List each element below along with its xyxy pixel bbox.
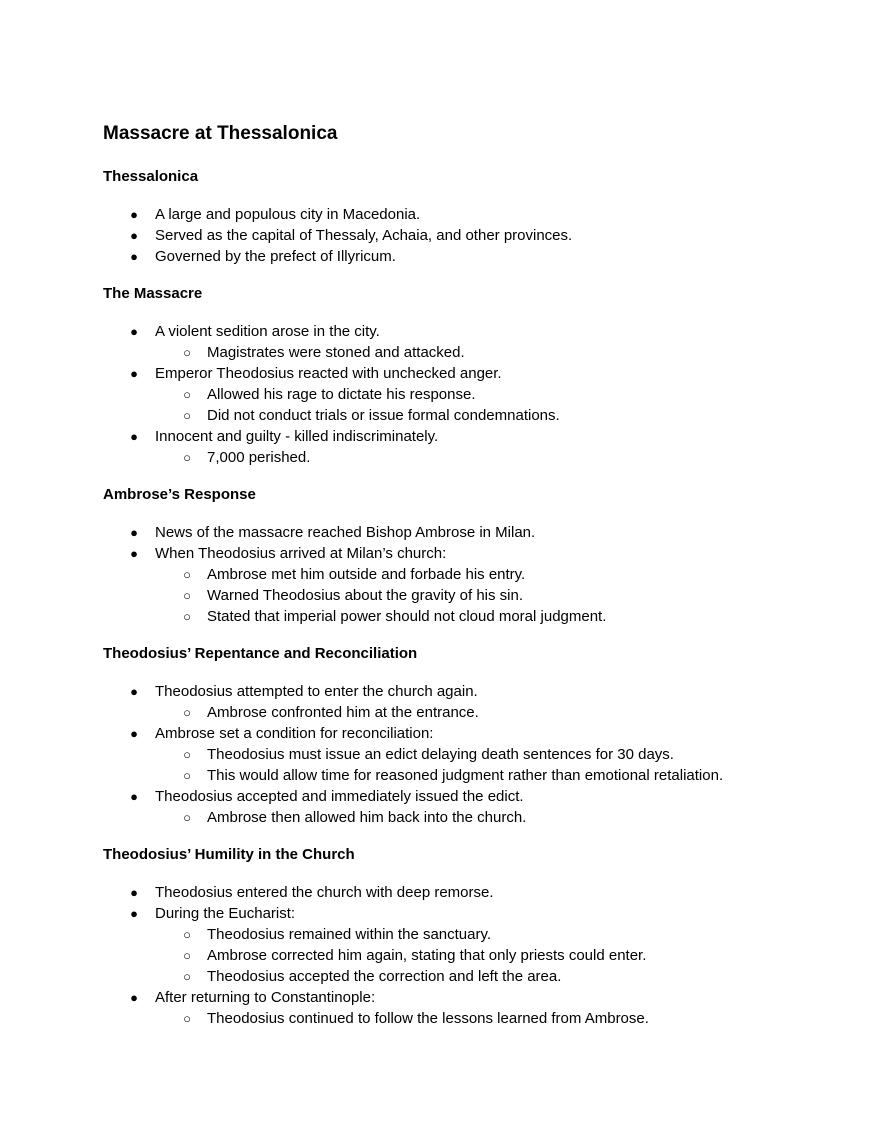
section bbox=[103, 485, 843, 644]
list-item bbox=[103, 426, 843, 447]
list-item-text: Allowed his rage to dictate his response. bbox=[207, 386, 476, 403]
sub-list-item bbox=[103, 765, 843, 786]
list-item bbox=[103, 543, 843, 564]
list-item-text: Emperor Theodosius reacted with unchecked anger. bbox=[155, 365, 502, 382]
hollow-bullet-icon: ○ bbox=[183, 1011, 191, 1026]
sub-list-item bbox=[103, 744, 843, 765]
list-item-text: Innocent and guilty - killed indiscriminately. bbox=[155, 428, 439, 445]
sub-list-item bbox=[103, 924, 843, 945]
list-item-text: Served as the capital of Thessaly, Achaia, and other provinces. bbox=[155, 227, 573, 244]
bullet-list bbox=[103, 204, 843, 267]
sub-list-item bbox=[103, 966, 843, 987]
filled-bullet-icon: ● bbox=[130, 990, 138, 1005]
section bbox=[103, 845, 843, 1029]
list-item-text: When Theodosius arrived at Milan’s church: bbox=[155, 545, 447, 562]
spacer bbox=[103, 828, 843, 845]
spacer bbox=[103, 187, 843, 204]
list-item bbox=[103, 681, 843, 702]
section-heading: The Massacre bbox=[103, 285, 203, 302]
section-heading: Ambrose’s Response bbox=[103, 486, 256, 503]
list-item bbox=[103, 204, 843, 225]
hollow-bullet-icon: ○ bbox=[183, 609, 191, 624]
list-item-text: This would allow time for reasoned judgment rather than emotional retaliation. bbox=[207, 767, 724, 784]
list-item bbox=[103, 723, 843, 744]
list-item-text: Ambrose then allowed him back into the church. bbox=[207, 809, 527, 826]
bullet-list bbox=[103, 321, 843, 468]
spacer bbox=[103, 147, 843, 167]
list-item bbox=[103, 882, 843, 903]
filled-bullet-icon: ● bbox=[130, 366, 138, 381]
sub-list-item bbox=[103, 405, 843, 426]
list-item bbox=[103, 786, 843, 807]
spacer bbox=[103, 267, 843, 284]
hollow-bullet-icon: ○ bbox=[183, 567, 191, 582]
spacer bbox=[103, 865, 843, 882]
sub-list-item bbox=[103, 447, 843, 468]
filled-bullet-icon: ● bbox=[130, 789, 138, 804]
list-item-text: After returning to Constantinople: bbox=[155, 989, 376, 1006]
list-item-text: A violent sedition arose in the city. bbox=[155, 323, 380, 340]
list-item-text: Ambrose confronted him at the entrance. bbox=[207, 704, 479, 721]
hollow-bullet-icon: ○ bbox=[183, 588, 191, 603]
list-item bbox=[103, 363, 843, 384]
filled-bullet-icon: ● bbox=[130, 228, 138, 243]
hollow-bullet-icon: ○ bbox=[183, 705, 191, 720]
list-item-text: Governed by the prefect of Illyricum. bbox=[155, 248, 396, 265]
filled-bullet-icon: ● bbox=[130, 324, 138, 339]
filled-bullet-icon: ● bbox=[130, 546, 138, 561]
sub-list-item bbox=[103, 585, 843, 606]
list-item-text: Theodosius accepted and immediately issued the edict. bbox=[155, 788, 524, 805]
hollow-bullet-icon: ○ bbox=[183, 948, 191, 963]
hollow-bullet-icon: ○ bbox=[183, 408, 191, 423]
filled-bullet-icon: ● bbox=[130, 525, 138, 540]
hollow-bullet-icon: ○ bbox=[183, 747, 191, 762]
list-item bbox=[103, 246, 843, 267]
hollow-bullet-icon: ○ bbox=[183, 450, 191, 465]
list-item bbox=[103, 522, 843, 543]
sub-list-item bbox=[103, 1008, 843, 1029]
sub-list-item bbox=[103, 945, 843, 966]
filled-bullet-icon: ● bbox=[130, 207, 138, 222]
sub-list-item bbox=[103, 606, 843, 627]
filled-bullet-icon: ● bbox=[130, 249, 138, 264]
list-item-text: 7,000 perished. bbox=[207, 449, 311, 466]
sub-list-item bbox=[103, 807, 843, 828]
filled-bullet-icon: ● bbox=[130, 726, 138, 741]
section bbox=[103, 284, 843, 485]
list-item-text: Ambrose met him outside and forbade his entry. bbox=[207, 566, 526, 583]
section bbox=[103, 644, 843, 845]
section bbox=[103, 167, 843, 284]
filled-bullet-icon: ● bbox=[130, 429, 138, 444]
list-item-text: Warned Theodosius about the gravity of his sin. bbox=[207, 587, 524, 604]
bullet-list bbox=[103, 882, 843, 1029]
list-item bbox=[103, 987, 843, 1008]
list-item-text: Theodosius entered the church with deep remorse. bbox=[155, 884, 494, 901]
section-heading: Thessalonica bbox=[103, 168, 199, 185]
document-sections bbox=[103, 147, 843, 1029]
sub-list-item bbox=[103, 564, 843, 585]
hollow-bullet-icon: ○ bbox=[183, 927, 191, 942]
filled-bullet-icon: ● bbox=[130, 684, 138, 699]
sub-list-item bbox=[103, 702, 843, 723]
document-page bbox=[103, 121, 843, 1029]
bullet-list bbox=[103, 522, 843, 627]
spacer bbox=[103, 627, 843, 644]
hollow-bullet-icon: ○ bbox=[183, 969, 191, 984]
list-item-text: A large and populous city in Macedonia. bbox=[155, 206, 421, 223]
list-item-text: Ambrose corrected him again, stating that only priests could enter. bbox=[207, 947, 647, 964]
filled-bullet-icon: ● bbox=[130, 906, 138, 921]
list-item-text: Theodosius must issue an edict delaying death sentences for 30 days. bbox=[207, 746, 674, 763]
list-item-text: During the Eucharist: bbox=[155, 905, 296, 922]
list-item bbox=[103, 225, 843, 246]
hollow-bullet-icon: ○ bbox=[183, 768, 191, 783]
list-item-text: Ambrose set a condition for reconciliation: bbox=[155, 725, 434, 742]
hollow-bullet-icon: ○ bbox=[183, 810, 191, 825]
list-item-text: Theodosius remained within the sanctuary. bbox=[207, 926, 492, 943]
sub-list-item bbox=[103, 342, 843, 363]
list-item-text: Stated that imperial power should not cloud moral judgment. bbox=[207, 608, 607, 625]
list-item-text: Magistrates were stoned and attacked. bbox=[207, 344, 465, 361]
spacer bbox=[103, 304, 843, 321]
document-title: Massacre at Thessalonica bbox=[103, 123, 338, 144]
section-heading: Theodosius’ Humility in the Church bbox=[103, 846, 355, 863]
list-item-text: Theodosius continued to follow the lessons learned from Ambrose. bbox=[207, 1010, 649, 1027]
sub-list-item bbox=[103, 384, 843, 405]
hollow-bullet-icon: ○ bbox=[183, 345, 191, 360]
list-item-text: Theodosius accepted the correction and left the area. bbox=[207, 968, 562, 985]
list-item-text: Did not conduct trials or issue formal condemnations. bbox=[207, 407, 560, 424]
list-item bbox=[103, 903, 843, 924]
spacer bbox=[103, 664, 843, 681]
bullet-list bbox=[103, 681, 843, 828]
section-heading: Theodosius’ Repentance and Reconciliation bbox=[103, 645, 418, 662]
spacer bbox=[103, 505, 843, 522]
list-item-text: News of the massacre reached Bishop Ambrose in Milan. bbox=[155, 524, 536, 541]
list-item-text: Theodosius attempted to enter the church again. bbox=[155, 683, 478, 700]
list-item bbox=[103, 321, 843, 342]
filled-bullet-icon: ● bbox=[130, 885, 138, 900]
hollow-bullet-icon: ○ bbox=[183, 387, 191, 402]
spacer bbox=[103, 468, 843, 485]
